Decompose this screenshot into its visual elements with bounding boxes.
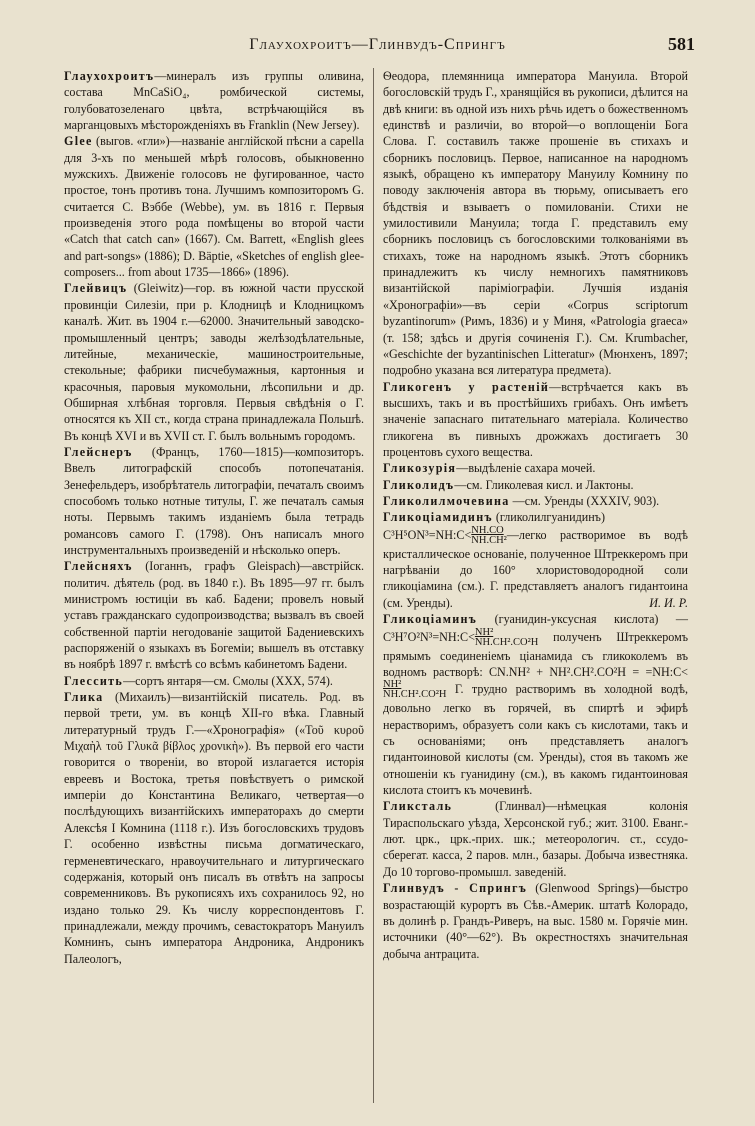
- entry-text: (Glenwood Springs)—быстро возрастающій курортъ въ Сѣв.-Америк. штатѣ Колорадо, въ долинѣ р. Грандъ-Риверъ, на выс. 1580 м. Горячіе мин. источники (40°—62°). Въ окрестностяхъ значительная добыча антрацита.: [383, 881, 688, 961]
- entry-text: —выдѣленіе сахара мочей.: [456, 461, 596, 476]
- entry-headword: Гликоціамидинъ: [383, 510, 493, 525]
- entry-headword: Глаухохроитъ: [64, 69, 155, 83]
- entry-text: —см. Уренды (XXXIV, 903).: [512, 493, 660, 508]
- entry-headword: Гликолилмочевина: [383, 493, 510, 508]
- column-divider: [373, 68, 374, 1103]
- entry-glessit: [64, 673, 364, 689]
- entry-gleiwitz: [64, 280, 364, 443]
- entry-gleispach: [64, 558, 364, 672]
- right-column: [383, 68, 688, 962]
- entry-text: (Gleiwitz)—гор. въ южной части прусской провинціи Силезіи, при р. Клодницѣ и Клодницкомъ каналѣ. Жит. въ 1904 г.—62000. Значительный заводско-промышленный центръ; заводы желѣзодѣлательные, литейные, механическіе, машиностроительные, стекольные; фабрики писчебумажныя, картонныя и красочныя, паровыя мукомольни, лѣсопильни и др. Обширная хлѣбная торговля. Первыя свѣдѣнія о Г. относятся къ XII ст., когда страна принадлежала Польшѣ. Въ концѣ XVI и въ XVII ст. Г. былъ вольнымъ городомъ.: [64, 281, 365, 443]
- formula-fraction: [383, 680, 446, 700]
- entry-headword: Гликсталь: [383, 799, 453, 814]
- entry-text: Ѳеодора, племянница императора Мануила. Второй богословскій трудъ Г., хранящійся въ рукописи, дѣлится на двѣ книги: въ одной изъ нихъ рѣчь идетъ о божественномъ единствѣ и различіи, во второй—о воплощеніи Бога Слова. Г. составилъ также прошеніе въ стихахъ и сборникъ пословицъ. Первое, написанное на народномъ языкѣ, обращено къ императору Мануилу Комнину по поводу заключенія автора въ тюрьму, описываетъ его бѣдствія и взываетъ о помилованіи. Стихи не умилостивили Мануила; тогда Г. представилъ ему сборникъ пословицъ съ богословскими толкованіями въ стихахъ, тоже на народномъ языкѣ. Этотъ сборникъ принадлежитъ къ числу немногихъ памятниковъ византійской паріміографіи. Лучшія изданія «Хронографіи»—въ серіи «Corpus scriptorum byzantinorum» (Римъ, 1836) и у Миня, «Patrologia graeca» (т. 158; здѣсь и другія сочиненія Г.). См. Krumbacher, «Geschichte der byzantinischen Litteratur» (Мюнхенъ, 1897; подробно указана вся литература предмета).: [383, 69, 688, 378]
- formula-fraction-bottom: NH.CH².CO²H: [383, 689, 447, 701]
- entry-glee: [64, 133, 364, 280]
- entry-glikstal: [383, 798, 688, 880]
- author-signature: И. И. Р.: [649, 596, 688, 610]
- entry-text-after-formula: —легко растворимое въ водѣ кристаллическое основаніе, полученное Штреккеромъ при нагрѣваніи до 160° хлористоводородной соли гликоціамина (см.). Г. представляетъ аналогъ гидантоина (см. Уренды).: [383, 527, 688, 610]
- entry-text-after-formula: полученъ Штреккеромъ прямымъ соединеніемъ ціанамида съ гликоколемъ въ водномъ растворѣ: CN.NH² + NH².CH².CO²H = =NH:C<: [383, 629, 688, 680]
- formula-fraction-top: NH²: [474, 626, 494, 638]
- formula-fraction-bottom: NH.CH²: [471, 534, 507, 546]
- entry-headword: Глейснеръ: [64, 444, 133, 459]
- entry-headword: Гликолидъ: [383, 477, 455, 492]
- entry-headword: Гликоціаминъ: [383, 612, 478, 627]
- entry-glika-continued: [383, 68, 688, 379]
- entry-text-after-formula: Г. трудно растворимъ въ холодной водѣ, довольно легко въ горячей, въ спиртѣ и эфирѣ нерастворимъ, образуетъ соли какъ съ кислотами, такъ и съ основаніями; онъ представляетъ аналогъ гидантоиновой кислоты (см. Уренды), стоя въ такомъ же отношеніи къ гуанидину (см.), въ какомъ гидантоиновая кислота стоитъ къ мочевинѣ.: [383, 682, 688, 798]
- entry-headword: Гликозурія: [383, 461, 457, 476]
- entry-headword: Гликогенъ у растеній: [383, 379, 550, 394]
- entry-gleissner: [64, 444, 364, 558]
- entry-text: —см. Гликолевая кисл. и Лактоны.: [454, 477, 634, 492]
- entry-text: (гуанидин-уксусная кислота) — C³H⁷O²N³=NH:C<: [383, 612, 688, 644]
- formula-fraction-top: NH²: [383, 679, 402, 691]
- entry-text: —встрѣчается какъ въ высшихъ, такъ и въ простѣйшихъ грибахъ. Онъ имѣетъ значеніе запаснаго питательнаго матеріала. Количество гликогена въ пивныхъ дрожжахъ достигаетъ 30 процентовъ сухого вещества.: [383, 379, 689, 459]
- entry-headword: Glee: [64, 134, 93, 149]
- page-number: 581: [668, 34, 695, 54]
- entry-glycolylurea: [383, 493, 688, 509]
- entry-headword: Глессить: [64, 673, 124, 688]
- entry-text: —минералъ изъ группы оливина, состава MnCaSiO₄, ромбической системы, голубоватозеленаго цвѣта, встрѣчающійся въ марганцовыхъ мѣсторожденіяхъ въ Franklin (New Jersey).: [64, 69, 364, 133]
- entry-glenwood-springs: [383, 880, 688, 962]
- entry-text: (Михаилъ)—византійскій писатель. Род. въ первой трети, ум. въ концѣ XII-го вѣка. Главный литературный трудъ Г.—«Хронографія» («Τοῦ κυροῦ Μιχαὴλ τοῦ Γλυκᾶ βίβλος χρονικὴ»). Въ первой его части говорится о твореніи, во второй излагается исторія евреевъ и Востока, третья повѣствуетъ о римской имперіи до Константина Великаго, четвертая—о послѣдующихъ византійскихъ императорахъ до смерти Алексѣя I Комнина (1118 г.). Изъ богословскихъ трудовъ Г. особенно извѣстны письма догматическаго, герменевтическаго, нравоучительнаго и литургическаго содержанія, который онъ писалъ въ отвѣтъ на запросы современниковъ. Въ рукописяхъ ихъ сохранилось 92, но издано только 29. Къ числу корреспондентовъ Г. принадлежали, между прочимъ, севастократоръ Мануилъ Комнинъ, сынъ императора Андроника, Андроникъ Палеологъ,: [64, 690, 364, 966]
- running-header: [60, 36, 695, 60]
- entry-headword: Глинвудъ - Спрингъ: [383, 881, 528, 896]
- entry-glycocyamidine: [383, 509, 688, 611]
- entry-glycogen: [383, 379, 688, 461]
- entry-text: —сортъ янтаря—см. Смолы (XXX, 574).: [123, 673, 333, 688]
- page-header-title: Глаухохроитъ—Глинвудъ-Спрингъ: [249, 36, 506, 53]
- entry-glycolide: [383, 477, 688, 493]
- left-column: [64, 68, 364, 967]
- chemical-formula: C³H⁵ON³=NH:C<: [383, 527, 472, 542]
- entry-text: (Глинвал)—нѣмецкая колонія Тираспольскаго уѣзда, Херсонской губ.; жит. 3100. Еванг.-лют. црк., црк.-прих. шк.; метеорологич. ст., ссудо-сберегат. касса, 2 паров. млн., базары. Добыча известняка. До 10 торгово-промышл. заведеній.: [383, 799, 688, 879]
- entry-glycosuria: [383, 460, 688, 476]
- entry-text: (Іоганнъ, графъ Gleispach)—австрійск. политич. дѣятель (род. въ 1840 г.). Въ 1895—97 гг. былъ министромъ юстиціи въ каб. Бадени; провелъ новый уставъ гражданскаго судопроизводства; вызвалъ въ своей собственной партіи негодованіе защитой Бадениевскихъ распоряженій о языкахъ въ Богеміи; вышелъ въ отставку въ ноябрѣ 1897 г. вмѣстѣ со всѣмъ кабинетомъ Бадени.: [64, 559, 364, 672]
- entry-headword: Глейвицъ: [64, 281, 128, 296]
- entry-headword: Глика: [64, 690, 104, 705]
- entry-text: (Францъ, 1760—1815)—композиторъ. Ввелъ литографскій способъ потопечатанія. Зенефельдеръ, изобрѣтатель литографіи, печаталъ своимъ способомъ только нотные титулы, Г. же печаталъ самыя ноты. Первымъ такимъ изданіемъ была тетрадь романсовъ самого Г. (1798). Онъ написалъ много инструментальныхъ произведеній и нѣсколько оперъ.: [64, 444, 364, 557]
- formula-fraction: [475, 628, 538, 648]
- entry-glika: [64, 689, 364, 967]
- entry-text: (выгов. «гли»)—названіе англійской пѣсни a capella для 3-хъ по меньшей мѣрѣ голосовъ, обыкновенно мужскихъ. Движеніе голосовъ не фугированное, часто простое, тонъ противъ тона. Лучшимъ композиторомъ G. считается С. Вэббе (Webbe), ум. въ 1816 г. Первыя произведенія этого рода помѣщены во второй части «Catch that catch can» (1667). См. Barrett, «English glees and part-songs» (1886); D. Bäptie, «Sketches of english glee-composers... from about 1735—1866» (1896).: [64, 134, 364, 280]
- entry-text: (гликолилгуанидинъ): [495, 510, 605, 525]
- formula-fraction-bottom: NH.CH².CO²H: [474, 636, 539, 648]
- entry-headword: Глейсняхъ: [64, 559, 133, 574]
- formula-fraction-top: NH.CO: [471, 524, 504, 536]
- entry-glaukochroit: [64, 68, 364, 133]
- formula-fraction: [471, 526, 507, 546]
- entry-glycocyamine: [383, 611, 688, 798]
